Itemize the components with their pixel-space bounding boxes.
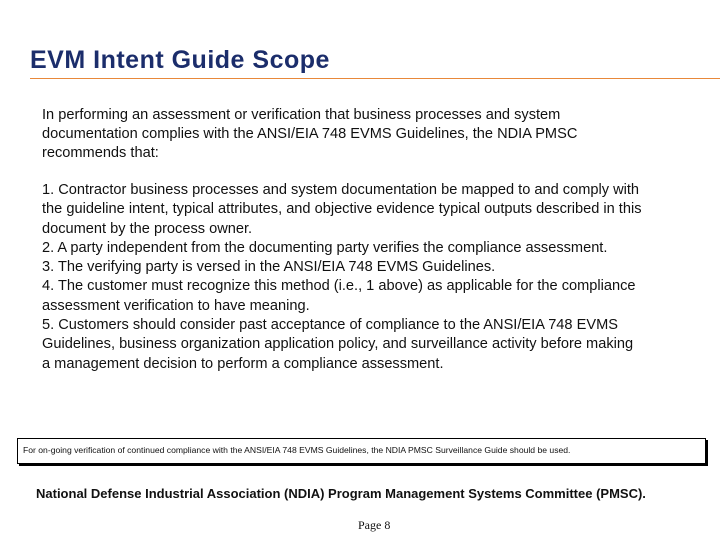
footer-attribution: National Defense Industrial Association (NDIA) Program Management Systems Committee (PMSC). — [36, 486, 646, 501]
surveillance-note-box — [17, 438, 706, 464]
recommendation-item-3: 3. The verifying party is versed in the ANSI/EIA 748 EVMS Guidelines. — [42, 259, 496, 276]
recommendation-item-4: 4. The customer must recognize this method (i.e., 1 above) as applicable for the compliance assessment verification to have meaning. — [42, 278, 636, 314]
recommendation-item-2: 2. A party independent from the documenting party verifies the compliance assessment. — [42, 239, 608, 256]
surveillance-note-text: For on-going verification of continued compliance with the ANSI/EIA 748 EVMS Guidelines, the NDIA PMSC Surveillance Guide should be used. — [23, 445, 571, 455]
recommendation-item-5: 5. Customers should consider past acceptance of compliance to the ANSI/EIA 748 EVMS Guidelines, business organization application policy, and surveillance activity before making a management decision to perform a compliance assessment. — [42, 317, 634, 372]
recommendation-list — [42, 181, 642, 374]
intro-paragraph: In performing an assessment or verification that business processes and system documentation complies with the ANSI/EIA 748 EVMS Guidelines, the NDIA PMSC recommends that: — [42, 107, 578, 162]
slide-title: EVM Intent Guide Scope — [30, 46, 330, 74]
page-number: Page 8 — [358, 518, 391, 532]
recommendation-item-1: 1. Contractor business processes and system documentation be mapped to and comply with the guideline intent, typical attributes, and objective evidence typical outputs described in this document by the process owner. — [42, 182, 642, 237]
title-divider — [30, 78, 720, 79]
